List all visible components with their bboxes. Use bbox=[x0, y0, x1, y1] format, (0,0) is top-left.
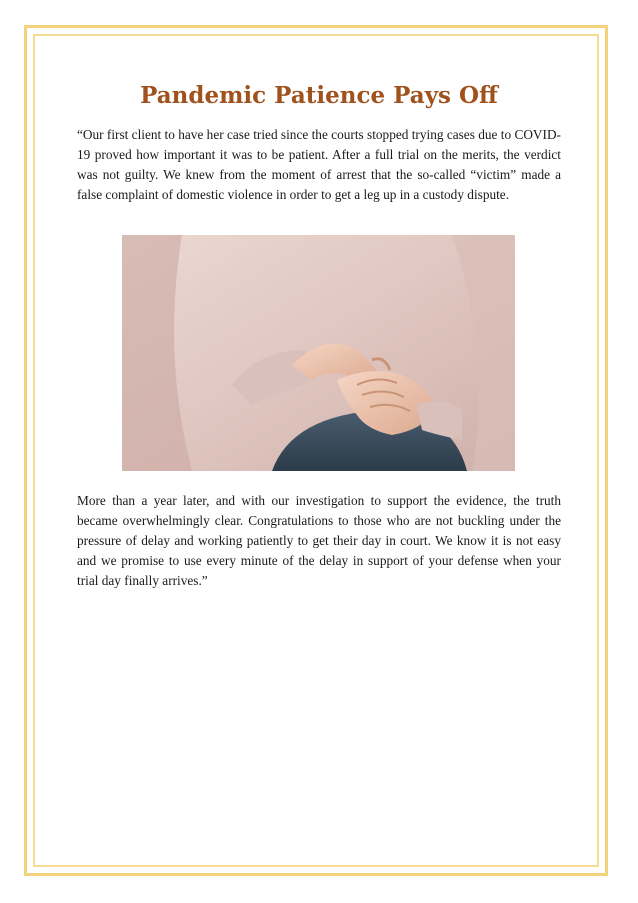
paragraph-conclusion: More than a year later, and with our investigation to support the evidence, the truth became overwhelmingly clear. Congratulations to those who are not buckling under the pressure of delay and working patiently to get their day in court. We know it is not easy and we promise to use every minute of the delay in support of your defense when your trial day finally arrives.” bbox=[77, 493, 561, 588]
page-title: Pandemic Patience Pays Off bbox=[140, 82, 498, 109]
paragraph-intro: “Our first client to have her case tried since the courts stopped trying cases due to COVID-19 proved how important it was to be patient. After a full trial on the merits, the verdict was not guilty. We knew from the moment of arrest that the so-called “victim” made a false complaint of domestic violence in order to get a leg up in a custody dispute. bbox=[77, 127, 561, 202]
clasped-hands-photo bbox=[122, 235, 515, 471]
